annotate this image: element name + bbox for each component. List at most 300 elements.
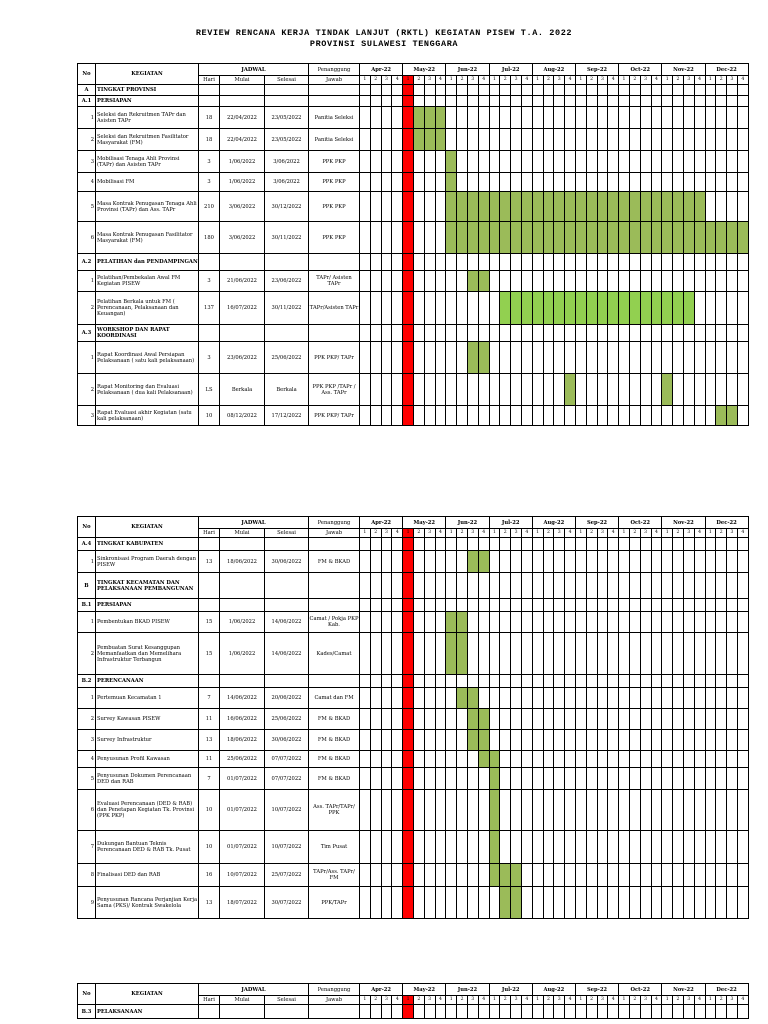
header-week: 1 [489, 996, 500, 1005]
task-number: 6 [78, 222, 96, 254]
task-row [78, 551, 749, 573]
task-responsible: PPK PKP [309, 192, 360, 222]
gantt-cell [586, 768, 597, 790]
gantt-cell [662, 612, 673, 633]
gantt-cell [683, 374, 694, 406]
gantt-cell [521, 887, 532, 919]
gantt-cell [629, 85, 640, 96]
gantt-cell [446, 790, 457, 831]
gantt-cell [424, 222, 435, 254]
task-responsible: PPK PKP/ TAPr [309, 342, 360, 374]
gantt-cell [651, 599, 662, 612]
gantt-cell [511, 107, 522, 129]
section-row [78, 254, 749, 271]
gantt-bar-cell [651, 292, 662, 325]
gantt-cell [446, 406, 457, 426]
gantt-cell [608, 768, 619, 790]
gantt-cell [565, 1005, 576, 1019]
header-jadwal: JADWAL [199, 64, 309, 76]
task-name: Mobilisasi Tenaga Ahli Provinsi (TAPr) dan Asisten TAPr [96, 151, 199, 173]
gantt-cell [543, 573, 554, 599]
gantt-cell [554, 406, 565, 426]
gantt-cell [575, 751, 586, 768]
gantt-cell [370, 173, 381, 192]
gantt-cell [489, 129, 500, 151]
task-name: Finalisasi DED dan RAB [96, 864, 199, 887]
gantt-cell [521, 730, 532, 751]
gantt-cell [392, 1005, 403, 1019]
gantt-cell [360, 85, 371, 96]
empty-cell [199, 599, 220, 612]
gantt-cell [619, 107, 630, 129]
gantt-cell [446, 599, 457, 612]
gantt-cell [694, 709, 705, 730]
section-row [78, 96, 749, 107]
gantt-cell [575, 599, 586, 612]
header-mulai: Mulai [220, 996, 265, 1005]
gantt-cell [651, 633, 662, 675]
gantt-cell [662, 768, 673, 790]
gantt-cell [683, 151, 694, 173]
gantt-bar-cell [413, 107, 424, 129]
gantt-cell [651, 612, 662, 633]
gantt-cell [500, 342, 511, 374]
gantt-cell [705, 612, 716, 633]
gantt-cell [619, 790, 630, 831]
gantt-cell [532, 107, 543, 129]
gantt-cell [673, 709, 684, 730]
gantt-cell [683, 612, 694, 633]
gantt-cell [694, 864, 705, 887]
header-week: 4 [565, 996, 576, 1005]
gantt-cell [716, 96, 727, 107]
task-start: 22/04/2022 [220, 107, 265, 129]
gantt-cell [716, 790, 727, 831]
gantt-cell [586, 271, 597, 292]
empty-cell [265, 85, 309, 96]
gantt-cell [489, 342, 500, 374]
gantt-cell [554, 96, 565, 107]
gantt-cell [521, 129, 532, 151]
gantt-cell [543, 85, 554, 96]
header-week: 4 [478, 996, 489, 1005]
empty-cell [199, 573, 220, 599]
gantt-cell [565, 129, 576, 151]
gantt-cell [586, 538, 597, 551]
task-start: 10/07/2022 [220, 864, 265, 887]
gantt-cell [424, 538, 435, 551]
gantt-cell [565, 612, 576, 633]
today-marker-cell [403, 730, 414, 751]
gantt-cell [683, 271, 694, 292]
gantt-cell [511, 342, 522, 374]
gantt-cell [727, 325, 738, 342]
gantt-bar-cell [424, 129, 435, 151]
gantt-cell [683, 751, 694, 768]
gantt-cell [565, 325, 576, 342]
section-number: B.3 [78, 1005, 96, 1019]
gantt-cell [511, 730, 522, 751]
gantt-cell [370, 192, 381, 222]
header-week: 2 [716, 76, 727, 85]
empty-cell [220, 573, 265, 599]
gantt-cell [424, 374, 435, 406]
gantt-bar-cell [511, 292, 522, 325]
gantt-cell [629, 406, 640, 426]
section-row [78, 538, 749, 551]
gantt-cell [683, 599, 694, 612]
gantt-cell [543, 538, 554, 551]
task-row [78, 374, 749, 406]
gantt-cell [500, 573, 511, 599]
gantt-cell [489, 107, 500, 129]
gantt-cell [435, 790, 446, 831]
header-month: May-22 [403, 64, 446, 76]
gantt-cell [424, 192, 435, 222]
gantt-cell [370, 374, 381, 406]
task-start: 14/06/2022 [220, 688, 265, 709]
gantt-cell [489, 406, 500, 426]
gantt-cell [360, 325, 371, 342]
gantt-cell [705, 573, 716, 599]
gantt-cell [511, 675, 522, 688]
gantt-cell [662, 864, 673, 887]
gantt-cell [467, 573, 478, 599]
gantt-cell [392, 222, 403, 254]
gantt-cell [392, 342, 403, 374]
gantt-cell [629, 751, 640, 768]
gantt-cell [619, 831, 630, 864]
gantt-bar-cell [651, 222, 662, 254]
task-name: Masa Kontrak Penugasan Tenaga Ahli Provinsi (TAPr) dan Ass. TAPr [96, 192, 199, 222]
gantt-cell [435, 222, 446, 254]
header-week: 1 [619, 996, 630, 1005]
gantt-cell [435, 1005, 446, 1019]
gantt-cell [467, 173, 478, 192]
gantt-cell [565, 887, 576, 919]
gantt-cell [467, 599, 478, 612]
gantt-bar-cell [500, 292, 511, 325]
gantt-bar-cell [727, 406, 738, 426]
task-row [78, 173, 749, 192]
header-week: 3 [683, 76, 694, 85]
gantt-cell [705, 374, 716, 406]
task-days: 15 [199, 633, 220, 675]
gantt-cell [511, 688, 522, 709]
gantt-cell [532, 551, 543, 573]
gantt-cell [532, 790, 543, 831]
gantt-cell [737, 864, 748, 887]
gantt-cell [727, 1005, 738, 1019]
gantt-cell [478, 325, 489, 342]
gantt-cell [521, 751, 532, 768]
empty-cell [199, 675, 220, 688]
gantt-cell [370, 129, 381, 151]
gantt-cell [446, 538, 457, 551]
today-marker-cell [403, 129, 414, 151]
section-row [78, 599, 749, 612]
gantt-cell [737, 887, 748, 919]
gantt-cell [457, 325, 468, 342]
header-month: Oct-22 [619, 984, 662, 996]
header-week: 4 [737, 996, 748, 1005]
gantt-cell [381, 96, 392, 107]
gantt-cell [619, 551, 630, 573]
header-week: 4 [565, 529, 576, 538]
gantt-cell [662, 730, 673, 751]
gantt-cell [467, 406, 478, 426]
gantt-bar-cell [640, 222, 651, 254]
header-month: Apr-22 [360, 984, 403, 996]
gantt-cell [727, 85, 738, 96]
task-number: 2 [78, 374, 96, 406]
gantt-cell [737, 573, 748, 599]
gantt-cell [662, 406, 673, 426]
header-week: 4 [565, 76, 576, 85]
gantt-cell [608, 374, 619, 406]
task-number: 2 [78, 292, 96, 325]
gantt-cell [360, 573, 371, 599]
gantt-cell [532, 751, 543, 768]
task-days: 11 [199, 751, 220, 768]
gantt-bar-cell [500, 222, 511, 254]
gantt-cell [565, 675, 576, 688]
gantt-cell [683, 573, 694, 599]
task-end: 07/07/2022 [265, 751, 309, 768]
gantt-cell [651, 551, 662, 573]
gantt-cell [489, 96, 500, 107]
task-start: 3/06/2022 [220, 222, 265, 254]
task-days: 7 [199, 768, 220, 790]
gantt-bar-cell [737, 222, 748, 254]
task-responsible: Panitia Seleksi [309, 129, 360, 151]
gantt-cell [694, 151, 705, 173]
gantt-cell [392, 768, 403, 790]
gantt-cell [705, 96, 716, 107]
gantt-cell [651, 325, 662, 342]
gantt-bar-cell [467, 730, 478, 751]
gantt-cell [705, 768, 716, 790]
task-name: Pembuatan Surat Kesanggupan Memanfaatkan dan Memelihara Infrastruktur Terbangun [96, 633, 199, 675]
header-week: 3 [597, 76, 608, 85]
gantt-bar-cell [619, 222, 630, 254]
gantt-cell [489, 599, 500, 612]
gantt-cell [392, 96, 403, 107]
gantt-bar-cell [694, 222, 705, 254]
gantt-cell [424, 151, 435, 173]
gantt-cell [500, 151, 511, 173]
gantt-cell [435, 151, 446, 173]
gantt-bar-cell [511, 887, 522, 919]
gantt-cell [435, 96, 446, 107]
empty-cell [265, 96, 309, 107]
header-penanggung: Penanggung [309, 517, 360, 529]
header-week: 3 [381, 76, 392, 85]
task-start: 01/07/2022 [220, 768, 265, 790]
gantt-cell [716, 151, 727, 173]
gantt-cell [694, 599, 705, 612]
gantt-cell [737, 612, 748, 633]
gantt-cell [446, 573, 457, 599]
gantt-cell [543, 406, 554, 426]
gantt-cell [651, 173, 662, 192]
task-responsible: FM & BKAD [309, 730, 360, 751]
header-week: 1 [662, 76, 673, 85]
gantt-cell [586, 751, 597, 768]
gantt-cell [511, 573, 522, 599]
gantt-cell [543, 551, 554, 573]
task-number: 8 [78, 864, 96, 887]
gantt-cell [683, 96, 694, 107]
empty-cell [220, 538, 265, 551]
task-days: 180 [199, 222, 220, 254]
gantt-cell [467, 1005, 478, 1019]
gantt-cell [360, 551, 371, 573]
gantt-cell [629, 790, 640, 831]
gantt-cell [727, 688, 738, 709]
gantt-cell [629, 342, 640, 374]
gantt-cell [575, 864, 586, 887]
gantt-cell [424, 612, 435, 633]
header-week: 4 [435, 529, 446, 538]
gantt-cell [521, 573, 532, 599]
gantt-cell [381, 864, 392, 887]
header-month: Aug-22 [532, 984, 575, 996]
gantt-cell [370, 633, 381, 675]
gantt-cell [651, 96, 662, 107]
gantt-cell [575, 538, 586, 551]
task-days: 11 [199, 709, 220, 730]
gantt-cell [478, 406, 489, 426]
header-week: 2 [543, 529, 554, 538]
gantt-bar-cell [457, 222, 468, 254]
gantt-cell [673, 887, 684, 919]
gantt-cell [370, 551, 381, 573]
gantt-cell [640, 374, 651, 406]
gantt-cell [500, 129, 511, 151]
header-month: Dec-22 [705, 984, 748, 996]
gantt-cell [619, 887, 630, 919]
header-week: 4 [694, 996, 705, 1005]
gantt-cell [532, 538, 543, 551]
task-number: 3 [78, 151, 96, 173]
gantt-cell [489, 688, 500, 709]
gantt-cell [478, 887, 489, 919]
gantt-cell [413, 325, 424, 342]
header-week: 4 [392, 996, 403, 1005]
gantt-cell [413, 831, 424, 864]
gantt-cell [543, 831, 554, 864]
task-row [78, 768, 749, 790]
gantt-cell [532, 374, 543, 406]
gantt-cell [543, 768, 554, 790]
gantt-cell [446, 887, 457, 919]
header-week: 3 [381, 529, 392, 538]
gantt-cell [727, 633, 738, 675]
gantt-cell [360, 790, 371, 831]
gantt-cell [565, 864, 576, 887]
gantt-cell [608, 709, 619, 730]
gantt-cell [705, 790, 716, 831]
header-week: 2 [716, 996, 727, 1005]
gantt-cell [597, 887, 608, 919]
gantt-cell [716, 271, 727, 292]
gantt-cell [629, 688, 640, 709]
gantt-cell [413, 342, 424, 374]
header-jadwal: JADWAL [199, 984, 309, 996]
gantt-cell [543, 374, 554, 406]
gantt-cell [565, 831, 576, 864]
empty-cell [199, 96, 220, 107]
gantt-cell [619, 538, 630, 551]
task-row [78, 612, 749, 633]
gantt-cell [737, 271, 748, 292]
header-week: 1 [489, 529, 500, 538]
gantt-cell [683, 633, 694, 675]
gantt-cell [608, 254, 619, 271]
gantt-cell [629, 573, 640, 599]
header-week: 2 [500, 529, 511, 538]
gantt-cell [683, 173, 694, 192]
header-no: No [78, 984, 96, 1005]
gantt-cell [619, 709, 630, 730]
gantt-cell [683, 831, 694, 864]
gantt-bar-cell [478, 342, 489, 374]
gantt-cell [694, 254, 705, 271]
header-month: Jul-22 [489, 984, 532, 996]
task-end: 07/07/2022 [265, 768, 309, 790]
gantt-cell [597, 271, 608, 292]
section-title: PERSIAPAN [96, 599, 199, 612]
gantt-cell [565, 551, 576, 573]
gantt-cell [457, 129, 468, 151]
gantt-bar-cell [457, 688, 468, 709]
gantt-cell [489, 887, 500, 919]
gantt-cell [392, 751, 403, 768]
gantt-cell [608, 864, 619, 887]
gantt-cell [381, 151, 392, 173]
gantt-cell [673, 96, 684, 107]
gantt-bar-cell [586, 222, 597, 254]
task-row [78, 709, 749, 730]
gantt-cell [683, 1005, 694, 1019]
gantt-cell [662, 271, 673, 292]
gantt-cell [511, 406, 522, 426]
gantt-cell [489, 85, 500, 96]
today-marker-cell [403, 325, 414, 342]
gantt-cell [673, 374, 684, 406]
gantt-cell [629, 612, 640, 633]
gantt-cell [370, 790, 381, 831]
gantt-cell [413, 599, 424, 612]
gantt-cell [457, 374, 468, 406]
gantt-cell [565, 538, 576, 551]
gantt-cell [457, 107, 468, 129]
gantt-cell [597, 688, 608, 709]
task-row [78, 129, 749, 151]
gantt-cell [413, 709, 424, 730]
task-row [78, 222, 749, 254]
gantt-cell [532, 831, 543, 864]
gantt-bar-cell [575, 292, 586, 325]
gantt-cell [737, 342, 748, 374]
section-row [78, 675, 749, 688]
header-week: 2 [629, 76, 640, 85]
header-week: 2 [629, 996, 640, 1005]
gantt-cell [532, 887, 543, 919]
gantt-cell [640, 151, 651, 173]
gantt-bar-cell [478, 192, 489, 222]
